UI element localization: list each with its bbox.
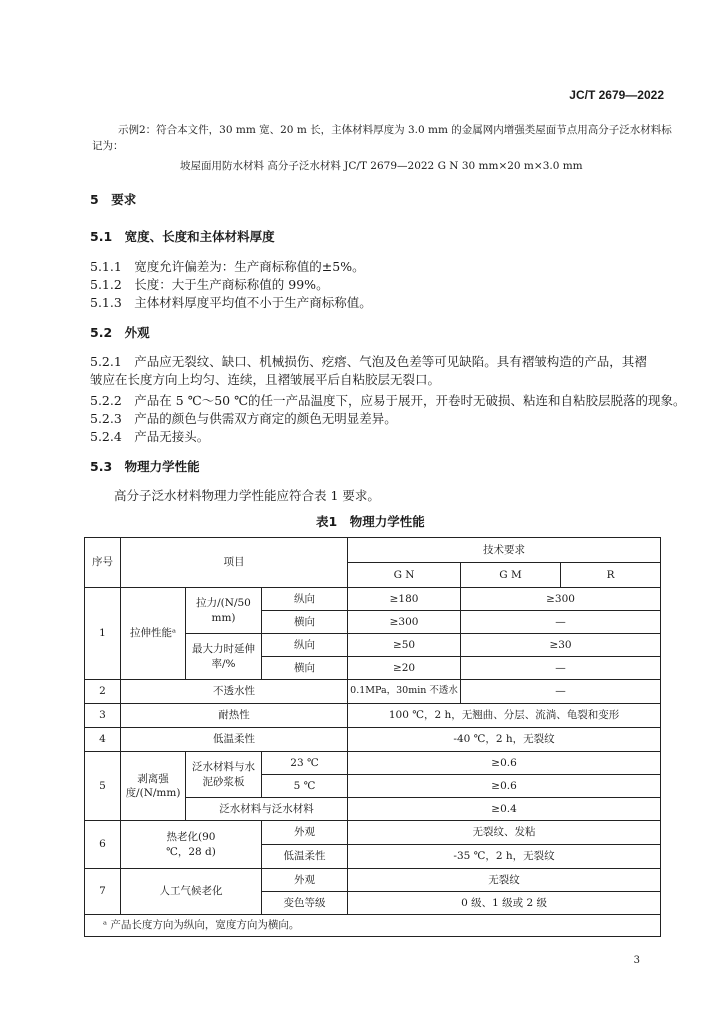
row5-mortar: 泛水材料与水泥砂浆板 [186, 752, 262, 798]
row1c-gm-r: ≥30 [461, 634, 661, 657]
clause-5-1-1: 5.1.1 宽度允许偏差为：生产商标称值的±5%。 [90, 259, 365, 274]
row5c-item: 泛水材料与泛水材料 [186, 798, 348, 821]
row1c-gn: ≥50 [348, 634, 461, 657]
row2-gn: 0.1MPa，30min 不透水 [348, 680, 461, 704]
row1-elongation: 最大力时延伸率/% [186, 634, 262, 680]
row2-item: 不透水性 [121, 680, 348, 704]
section-5-heading: 5 要求 [90, 192, 137, 207]
clause-5-2-1-line-1: 5.2.1 产品应无裂纹、缺口、机械损伤、疙瘩、气泡及色差等可见缺陷。具有褶皱构造的产品，其褶 [90, 354, 647, 369]
row1d-gn: ≥20 [348, 657, 461, 680]
row6b-value: -35 ℃，2 h，无裂纹 [348, 845, 661, 869]
clause-5-1-2: 5.1.2 长度：大于生产商标称值的 99%。 [90, 277, 329, 292]
header-no: 序号 [85, 538, 121, 588]
row1a-gm-r: ≥300 [461, 588, 661, 611]
clause-5-2-2: 5.2.2 产品在 5 ℃～50 ℃的任一产品温度下，应易于展开，开卷时无破损、粘连和自粘胶层脱落的现象。 [90, 393, 686, 408]
row7a-value: 无裂纹 [348, 869, 661, 892]
row1-item: 拉伸性能ᵃ [121, 588, 186, 680]
example-line-1: 示例2：符合本文件，30 mm 宽、20 m 长，主体材料厚度为 3.0 mm 的金属网内增强类屋面节点用高分子泛水材料标 [118, 124, 672, 136]
row1c-direction: 纵向 [262, 634, 348, 657]
clause-5-2-4: 5.2.4 产品无接头。 [90, 429, 210, 444]
header-r: R [561, 563, 661, 588]
row5-no: 5 [85, 752, 121, 821]
row7-no: 7 [85, 869, 121, 915]
row6b-item: 低温柔性 [262, 845, 348, 869]
row2-gm-r: — [461, 680, 661, 704]
clause-5-3-text: 高分子泛水材料物理力学性能应符合表 1 要求。 [114, 488, 380, 503]
row5-item: 剥离强度/(N/mm) [121, 752, 186, 821]
table-footnote: ᵃ 产品长度方向为纵向，宽度方向为横向。 [85, 915, 661, 937]
row1a-gn: ≥180 [348, 588, 461, 611]
clause-5-1-3: 5.1.3 主体材料厚度平均值不小于生产商标称值。 [90, 295, 372, 310]
row5b-temp: 5 ℃ [262, 775, 348, 798]
row7b-item: 变色等级 [262, 892, 348, 915]
row3-no: 3 [85, 704, 121, 728]
row4-no: 4 [85, 728, 121, 752]
row7b-value: 0 级、1 级或 2 级 [348, 892, 661, 915]
standard-code: JC/T 2679—2022 [569, 88, 664, 102]
row4-item: 低温柔性 [121, 728, 348, 752]
row5c-value: ≥0.4 [348, 798, 661, 821]
row7a-item: 外观 [262, 869, 348, 892]
row1b-gm-r: — [461, 611, 661, 634]
row3-item: 耐热性 [121, 704, 348, 728]
example-marking: 坡屋面用防水材料 高分子泛水材料 JC/T 2679—2022 G N 30 mm×20 m×3.0 mm [180, 160, 583, 172]
section-5-3-heading: 5.3 物理力学性能 [90, 459, 200, 474]
clause-5-2-3: 5.2.3 产品的颜色与供需双方商定的颜色无明显差异。 [90, 411, 397, 426]
row6-no: 6 [85, 821, 121, 869]
table-title: 表1 物理力学性能 [316, 514, 425, 529]
row1b-gn: ≥300 [348, 611, 461, 634]
row6a-value: 无裂纹、发粘 [348, 821, 661, 845]
section-5-2-heading: 5.2 外观 [90, 325, 150, 340]
header-gm: G M [461, 563, 561, 588]
clause-5-2-1-line-2: 皱应在长度方向上均匀、连续，且褶皱展平后自粘胶层无裂口。 [90, 372, 441, 387]
properties-table [84, 537, 661, 937]
row5a-value: ≥0.6 [348, 752, 661, 775]
header-item: 项目 [121, 538, 348, 588]
section-5-1-heading: 5.1 宽度、长度和主体材料厚度 [90, 229, 275, 244]
row1-tensile-force: 拉力/(N/50 mm) [186, 588, 262, 634]
row6-item: 热老化(90 ℃，28 d) [121, 821, 262, 869]
row2-no: 2 [85, 680, 121, 704]
header-gn: G N [348, 563, 461, 588]
row6a-item: 外观 [262, 821, 348, 845]
row1b-direction: 横向 [262, 611, 348, 634]
example-line-2: 记为： [92, 140, 124, 152]
header-requirement: 技术要求 [348, 538, 661, 563]
row5a-temp: 23 ℃ [262, 752, 348, 775]
row4-value: -40 ℃，2 h，无裂纹 [348, 728, 661, 752]
row1-no: 1 [85, 588, 121, 680]
row1d-gm-r: — [461, 657, 661, 680]
row1a-direction: 纵向 [262, 588, 348, 611]
row5b-value: ≥0.6 [348, 775, 661, 798]
row3-value: 100 ℃，2 h，无翘曲、分层、流淌、龟裂和变形 [348, 704, 661, 728]
row7-item: 人工气候老化 [121, 869, 262, 915]
row1d-direction: 横向 [262, 657, 348, 680]
page-number: 3 [633, 955, 640, 966]
